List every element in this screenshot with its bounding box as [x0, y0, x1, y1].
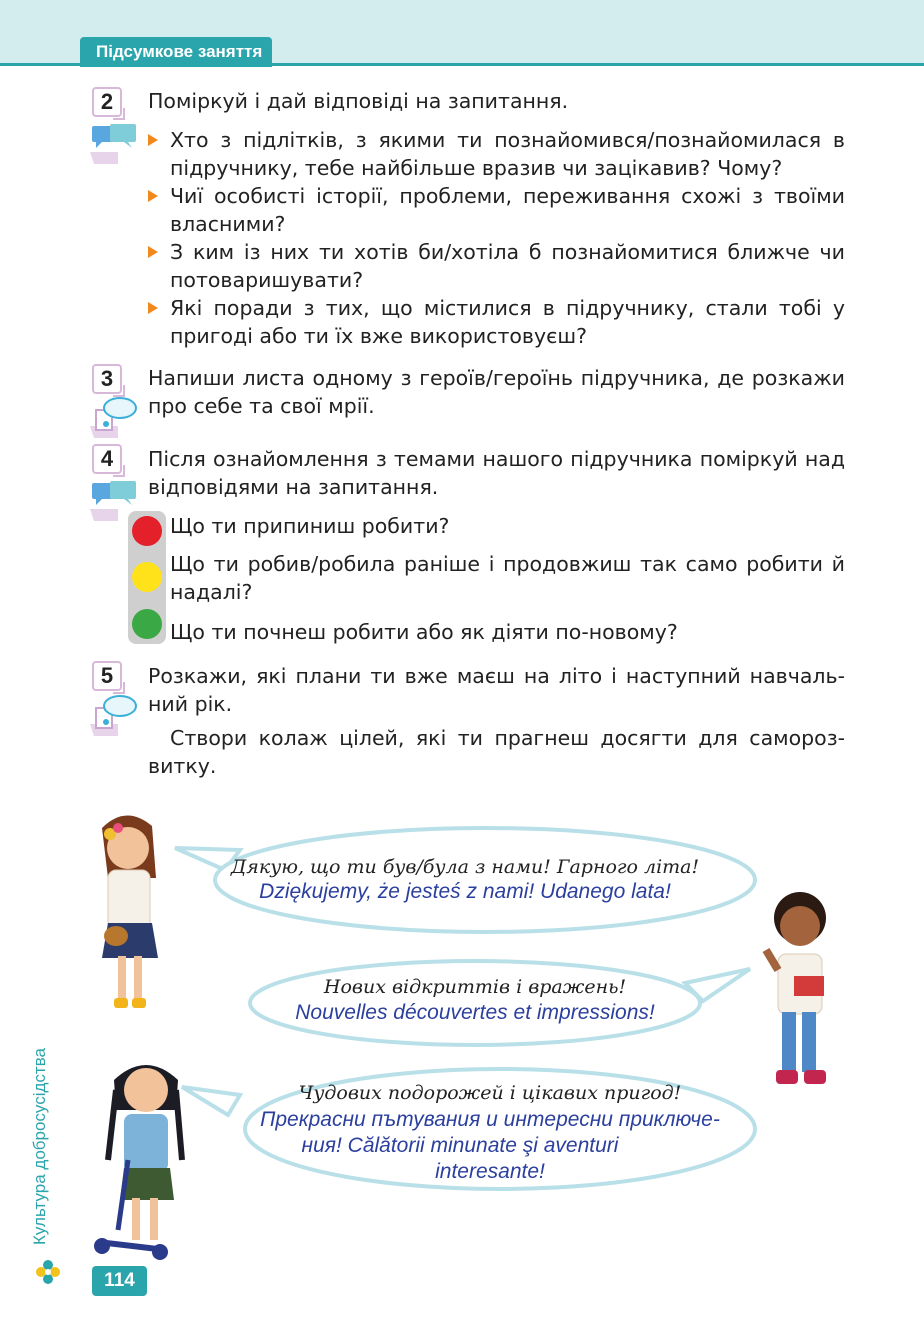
discussion-icon	[88, 122, 140, 166]
question-item: Чиї особисті історії, проблеми, переживання схожі з твоїми власними?	[148, 182, 845, 238]
red-light-icon	[132, 516, 162, 546]
bubble-ua-text: Чудових подорожей і цікавих пригод!	[298, 1082, 682, 1104]
bubble-translation: Прекрасни пътувания и интересни приключе-	[260, 1108, 720, 1131]
girl-with-scooter-illustration	[88, 1050, 208, 1265]
arrow-icon	[148, 302, 158, 314]
task-number: 5	[92, 661, 122, 691]
question-item: Хто з підлітків, з якими ти познайомився/познайомилася в підручнику, тебе найбільше вразив чи зацікавив? Чому?	[148, 126, 845, 182]
boy-illustration	[754, 880, 844, 1100]
task-2-prompt: Поміркуй і дай відповіді на запитання.	[148, 89, 569, 113]
writing-icon	[88, 694, 140, 738]
task-5-prompt: Розкажи, які плани ти вже маєш на літо і наступний навчаль-ний рік.	[148, 664, 845, 716]
question-item: Які поради з тих, що містилися в підручнику, стали тобі у пригоді або ти їх вже використовуєш?	[148, 294, 845, 350]
girl-illustration	[88, 808, 168, 1023]
continue-question: Що ти робив/робила раніше і продовжиш так само робити й надалі?	[170, 552, 845, 604]
green-light-icon	[132, 609, 162, 639]
bubble-translation: ния! Călătorii minunate şi aventuri	[301, 1134, 619, 1157]
section-tab: Підсумкове заняття	[80, 37, 272, 67]
arrow-icon	[148, 134, 158, 146]
question-item: З ким із них ти хотів би/хотіла б познайомитися ближче чи потоваришувати?	[148, 238, 845, 294]
bubble-translation: Nouvelles découvertes et impressions!	[295, 1001, 655, 1024]
yellow-light-icon	[132, 562, 162, 592]
traffic-light	[128, 511, 166, 644]
arrow-icon	[148, 190, 158, 202]
writing-icon	[88, 396, 140, 440]
sidebar-chapter-title: Культура добросусідства	[30, 1047, 49, 1245]
bubble-ua-text: Дякую, що ти був/була з нами! Гарного літа!	[230, 856, 700, 878]
task-number: 4	[92, 444, 122, 474]
arrow-icon	[148, 246, 158, 258]
task-number: 2	[92, 87, 122, 117]
task-4-prompt: Після ознайомлення з темами нашого підручника поміркуй над відповідями на запитання.	[148, 447, 845, 499]
start-question: Що ти почнеш робити або як діяти по-новому?	[170, 620, 678, 644]
bubble-translation: interesante!	[435, 1160, 545, 1183]
task-5-collage: Створи колаж цілей, які ти прагнеш досягти для самороз-витку.	[148, 726, 845, 778]
task-3-prompt: Напиши листа одному з героїв/героїнь підручника, де розкажи про себе та свої мрії.	[148, 366, 845, 418]
page-number: 114	[92, 1266, 147, 1296]
task-2-questions	[148, 126, 845, 350]
bubble-ua-text: Нових відкриттів і вражень!	[323, 976, 627, 998]
bubble-translation: Dziękujemy, że jesteś z nami! Udanego lata!	[259, 880, 671, 903]
stop-question: Що ти припиниш робити?	[170, 514, 450, 538]
task-number: 3	[92, 364, 122, 394]
flower-icon	[35, 1259, 61, 1285]
